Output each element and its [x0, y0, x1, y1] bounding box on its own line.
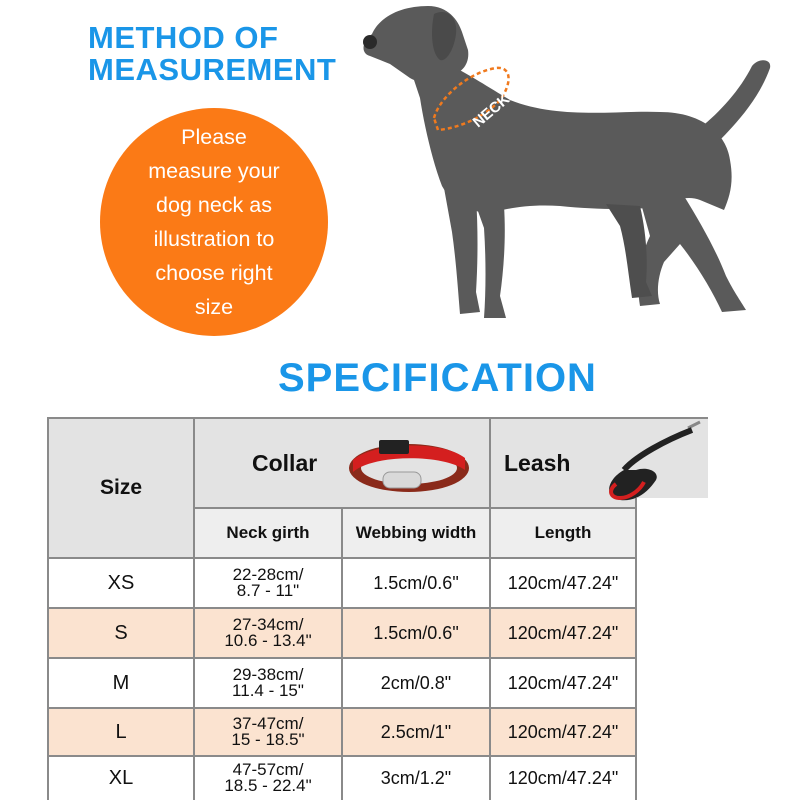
- collar-header-label: Collar: [252, 449, 318, 476]
- size-cell-xs: [48, 558, 194, 608]
- neck-girth-header: [194, 508, 342, 558]
- webbing-width-label: Webbing width: [355, 523, 477, 542]
- table-border: [193, 417, 195, 800]
- length-value: 120cm/47.24": [507, 622, 619, 643]
- collar-header: [194, 418, 490, 508]
- length-label: Length: [534, 523, 592, 542]
- collar-product-icon: [343, 428, 475, 498]
- girth-cm: 29-38cm/: [232, 665, 304, 684]
- girth-in: 8.7 - 11": [236, 581, 300, 600]
- size-value: L: [115, 720, 127, 743]
- size-cell-xl: [48, 756, 194, 800]
- instruction-line: dog neck as: [156, 193, 272, 217]
- table-border: [48, 417, 708, 419]
- heading-line-2: MEASUREMENT: [88, 52, 337, 87]
- girth-cm: 27-34cm/: [232, 615, 304, 634]
- girth-in: 18.5 - 22.4": [224, 776, 312, 795]
- table-border: [194, 507, 636, 509]
- size-value: XL: [108, 766, 134, 789]
- table-border: [47, 417, 49, 800]
- leash-header-label: Leash: [504, 449, 571, 476]
- length-header: [490, 508, 636, 558]
- girth-cm: 37-47cm/: [232, 714, 304, 733]
- size-header: [48, 418, 194, 558]
- webbing-value: 1.5cm/0.6": [373, 622, 459, 643]
- instruction-line: illustration to: [153, 227, 275, 251]
- length-cell-xl: [490, 756, 636, 800]
- specification-title: SPECIFICATION: [278, 356, 597, 400]
- instruction-line: Please: [181, 125, 247, 149]
- webbing-cell-s: [342, 608, 490, 658]
- webbing-cell-m: [342, 658, 490, 708]
- girth-cell-xs: [194, 558, 342, 608]
- length-cell-s: [490, 608, 636, 658]
- length-value: 120cm/47.24": [507, 572, 619, 593]
- webbing-value: 2.5cm/1": [380, 721, 452, 742]
- instruction-line: measure your: [148, 159, 280, 183]
- girth-in: 15 - 18.5": [231, 730, 305, 749]
- girth-cm: 22-28cm/: [232, 565, 304, 584]
- girth-cm: 47-57cm/: [232, 760, 304, 779]
- girth-in: 10.6 - 13.4": [224, 631, 312, 650]
- length-cell-m: [490, 658, 636, 708]
- webbing-cell-l: [342, 708, 490, 756]
- length-value: 120cm/47.24": [507, 672, 619, 693]
- girth-in: 11.4 - 15": [232, 681, 304, 700]
- length-value: 120cm/47.24": [507, 721, 619, 742]
- girth-cell-s: [194, 608, 342, 658]
- size-cell-m: [48, 658, 194, 708]
- size-cell-l: [48, 708, 194, 756]
- instruction-line: size: [194, 295, 234, 319]
- webbing-width-header: [342, 508, 490, 558]
- girth-cell-l: [194, 708, 342, 756]
- table-border: [341, 507, 343, 800]
- size-header-label: Size: [99, 476, 143, 499]
- size-value: XS: [107, 571, 135, 594]
- webbing-value: 2cm/0.8": [380, 672, 452, 693]
- girth-cell-xl: [194, 756, 342, 800]
- webbing-value: 1.5cm/0.6": [373, 572, 459, 593]
- leash-product-icon: [596, 420, 716, 506]
- webbing-value: 3cm/1.2": [380, 767, 452, 788]
- heading-line-1: METHOD OF: [88, 20, 279, 55]
- neck-girth-label: Neck girth: [226, 523, 310, 542]
- length-value: 120cm/47.24": [507, 767, 619, 788]
- length-cell-xs: [490, 558, 636, 608]
- girth-cell-m: [194, 658, 342, 708]
- size-value: S: [114, 621, 128, 644]
- size-cell-s: [48, 608, 194, 658]
- table-border: [489, 417, 491, 800]
- webbing-cell-xl: [342, 756, 490, 800]
- length-cell-l: [490, 708, 636, 756]
- size-value: M: [112, 671, 130, 694]
- webbing-cell-xs: [342, 558, 490, 608]
- instruction-line: choose right: [155, 261, 273, 285]
- neck-label: NECK: [469, 90, 514, 132]
- table-border: [635, 498, 637, 800]
